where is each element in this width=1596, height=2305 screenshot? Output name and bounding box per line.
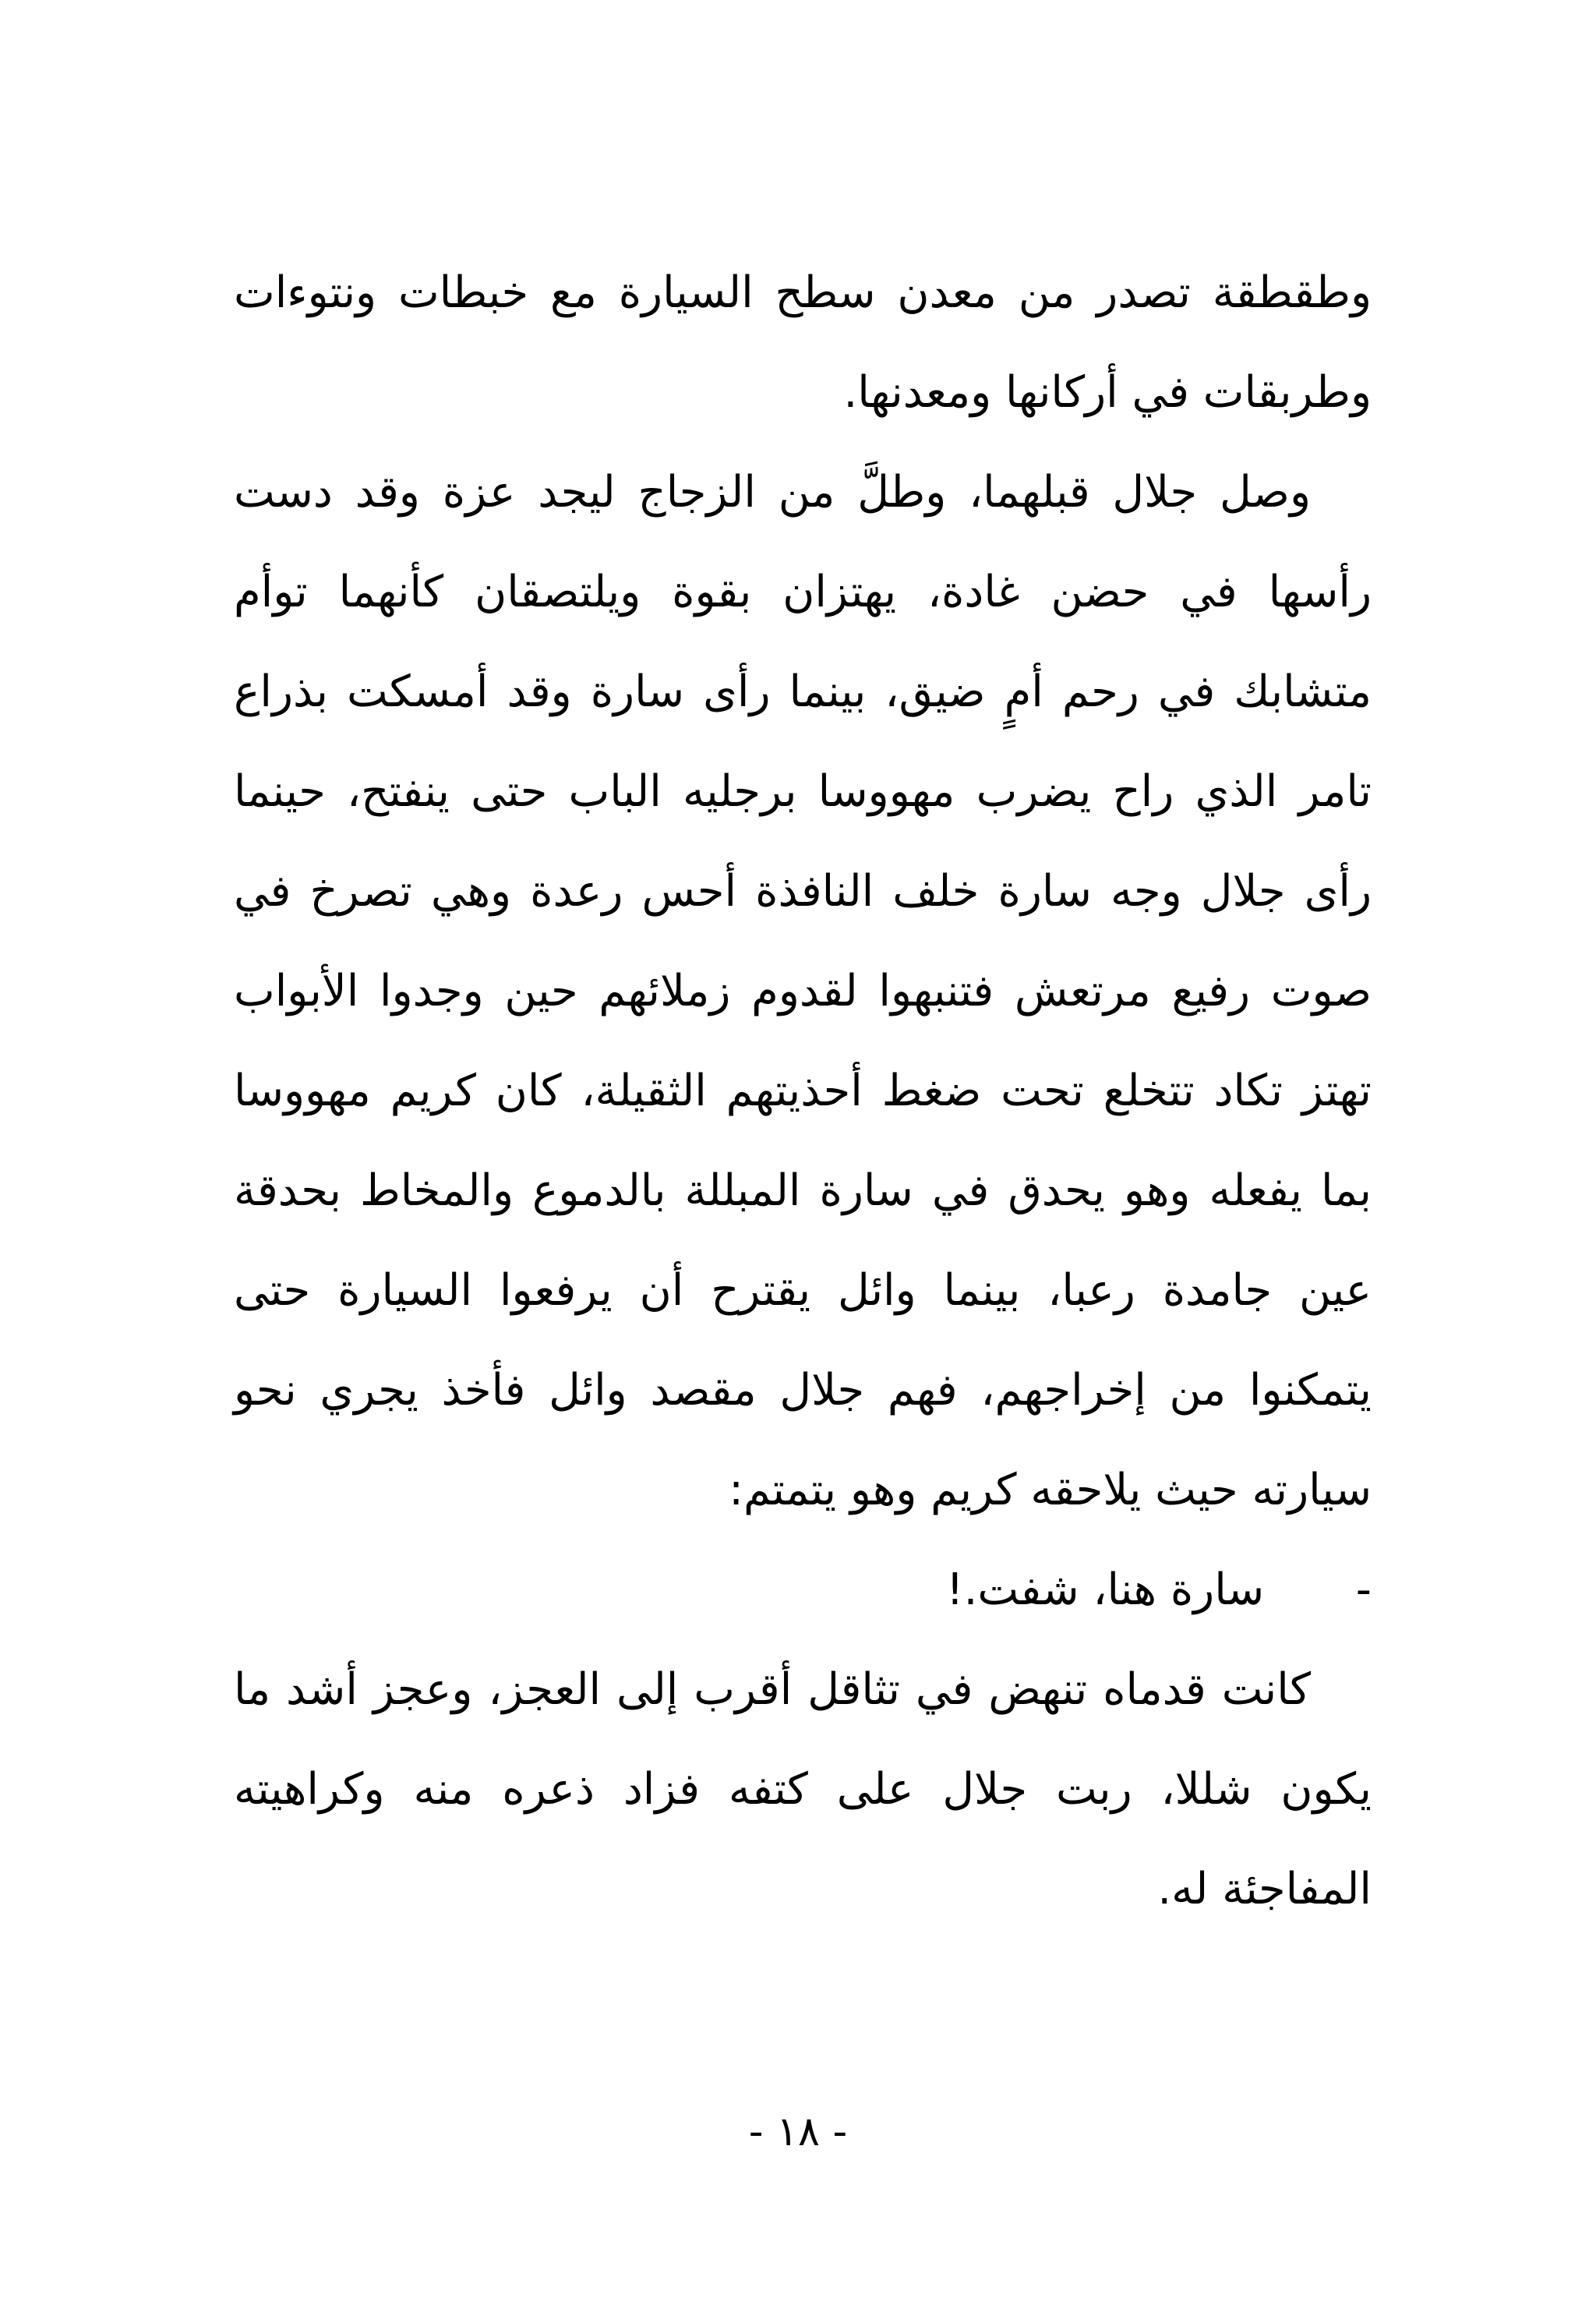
dialogue-dash: - xyxy=(1355,1564,1372,1615)
body-text xyxy=(234,243,1372,1939)
dialogue-text: سارة هنا، شفت.! xyxy=(946,1564,1265,1615)
paragraph-3: كانت قدماه تنهض في تثاقل أقرب إلى العجز، وعجز أشد ما يكون شللا، ربت جلال على كتفه فزاد ذعره منه وكراهيته المفاجئة له. xyxy=(234,1664,1372,1914)
page-number: - ١٨ - xyxy=(748,2109,848,2155)
paragraph-2: وصل جلال قبلهما، وطلَّ من الزجاج ليجد عزة وقد دست رأسها في حضن غادة، يهتزان بقوة ويلتصقان كأنهما توأم متشابك في رحم أمٍ ضيق، بينما رأى سارة وقد أمسكت بذراع تامر الذي راح يضرب مهووسا برجليه الباب حتى ينفتح، حينما رأى جلال وجه سارة خلف النافذة أحس رعدة وهي تصرخ في صوت رفيع مرتعش فتنبهوا لقدوم زملائهم حين وجدوا الأبواب تهتز تكاد تتخلع تحت ضغط أحذيتهم الثقيلة، كان كريم مهووسا بما يفعله وهو يحدق في سارة المبللة بالدموع والمخاط بحدقة عين جامدة رعبا، بينما وائل يقترح أن يرفعوا السيارة حتى يتمكنوا من إخراجهم، فهم جلال مقصد وائل فأخذ يجري نحو سيارته حيث يلاحقه كريم وهو يتمتم: xyxy=(234,467,1372,1515)
paragraph-1: وطقطقة تصدر من معدن سطح السيارة مع خبطات ونتوءات وطربقات في أركانها ومعدنها. xyxy=(234,267,1372,418)
dialogue-line xyxy=(234,1540,1372,1640)
